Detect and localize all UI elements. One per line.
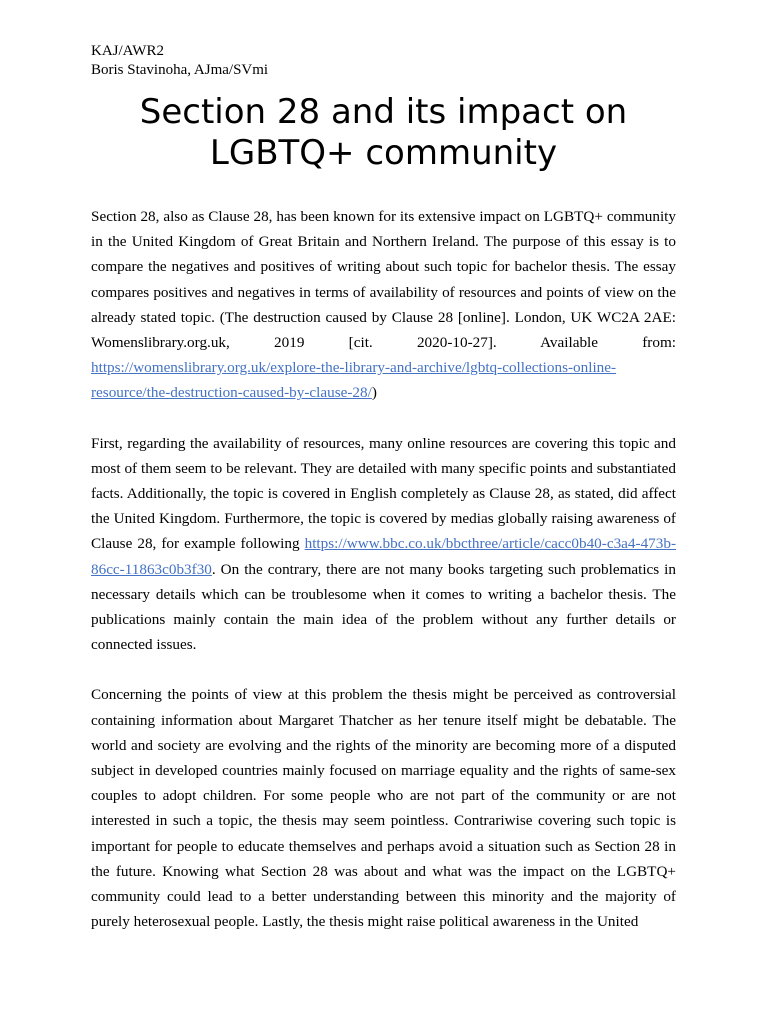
paragraph-text: Section 28, also as Clause 28, has been known for its extensive impact on LGBTQ+ community in the United Kingdom of Great Britain and Northern Ireland. The purpose of this essay is to compare the negatives and positives of writing about such topic for bachelor thesis. The essay compares positives and negatives in terms of availability of resources and points of view on the already stated topic. (The destruction caused by Clause 28 [online]. London, UK WC2A 2AE: Womenslibrary.org.uk, 2019 [cit. 2020-10-27]. Available from: xyxy=(91,208,676,352)
paragraph-points-of-view xyxy=(91,682,676,934)
paragraph-text-after-link: ) xyxy=(371,384,377,402)
source-link-bbc[interactable]: https://www.bbc.co.uk/bbcthree/article/cacc0b40-c3a4-473b-86cc-11863c0b3f30 xyxy=(91,535,676,578)
paragraph-introduction xyxy=(91,204,676,406)
source-link-womenslibrary[interactable]: https://womenslibrary.org.uk/explore-the-library-and-archive/lgbtq-collections-online-resource/the-destruction-caused-by-clause-28/ xyxy=(91,359,617,402)
paragraph-resources xyxy=(91,431,676,658)
paragraph-text-after-link: . On the contrary, there are not many books targeting such problematics in necessary details which can be troublesome when it comes to writing a bachelor thesis. The publications mainly contain the main idea of the problem without any further details or connected issues. xyxy=(91,560,676,654)
paragraph-text: Concerning the points of view at this problem the thesis might be perceived as controversial containing information about Margaret Thatcher as her tenure itself might be debatable. The world and society are evolving and the rights of the minority are becoming more of a disputed subject in developed countries mainly focused on marriage equality and the rights of same-sex couples to adopt children. For some people who are not part of the community or are not interested in such a topic, the thesis may seem pointless. Contrariwise covering such topic is important for people to educate themselves and perhaps avoid a situation such as Section 28 in the future. Knowing what Section 28 was about and what was the impact on the LGBTQ+ community could lead to a better understanding between this minority and the majority of purely heterosexual people. Lastly, the thesis might raise political awareness in the United xyxy=(91,686,676,931)
paragraph-text: First, regarding the availability of resources, many online resources are covering this topic and most of them seem to be relevant. They are detailed with many specific points and substantiated facts. Additionally, the topic is covered in English completely as Clause 28, as stated, did affect the United Kingdom. Furthermore, the topic is covered by medias globally raising awareness of Clause 28, for example following xyxy=(91,434,676,553)
course-code: KAJ/AWR2 xyxy=(91,43,164,59)
document-header xyxy=(91,42,268,80)
document-title: Section 28 and its impact on LGBTQ+ community xyxy=(139,92,628,173)
author-line: Boris Stavinoha, AJma/SVmi xyxy=(91,62,269,78)
document-body xyxy=(91,204,676,959)
